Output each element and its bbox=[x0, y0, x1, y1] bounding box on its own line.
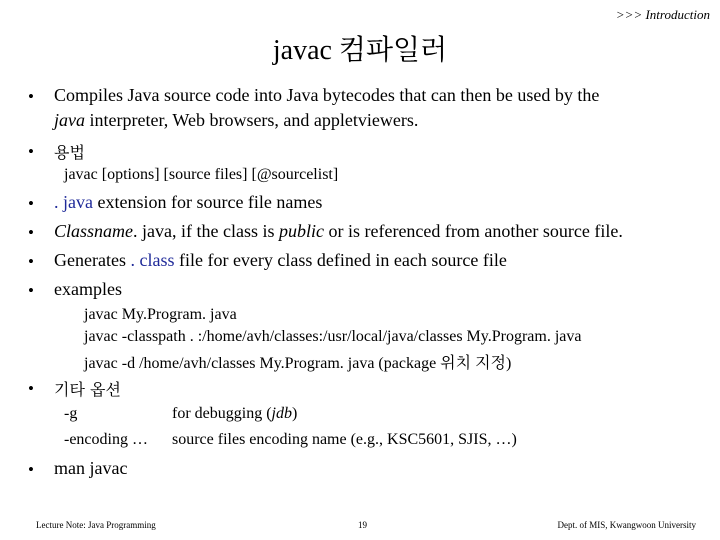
compile-description-rest: interpreter, Web browsers, and appletviewers. bbox=[85, 110, 419, 130]
bullet-marker: • bbox=[28, 281, 34, 300]
generates-text: Generates bbox=[54, 250, 131, 270]
generates-line bbox=[54, 250, 507, 271]
bullet-marker: • bbox=[28, 223, 34, 242]
footer-course: Lecture Note: Java Programming bbox=[36, 520, 156, 530]
jdb-term: jdb bbox=[271, 405, 292, 422]
java-extension: . java bbox=[54, 192, 93, 212]
option-description bbox=[172, 405, 297, 423]
examples-label: examples bbox=[54, 279, 122, 299]
compile-description-cont bbox=[54, 110, 418, 131]
example-line: javac -classpath . :/home/avh/classes:/usr/local/java/classes My.Program. java bbox=[84, 328, 582, 345]
option-desc-close: ) bbox=[291, 405, 298, 422]
bullet-marker: • bbox=[28, 87, 34, 106]
usage-syntax: javac [options] [source files] [@sourcelist] bbox=[64, 166, 339, 183]
example-line: javac My.Program. java bbox=[84, 306, 237, 323]
bullet-marker: • bbox=[28, 379, 34, 398]
bullet-marker: • bbox=[28, 252, 34, 271]
page-number: 19 bbox=[358, 520, 367, 530]
compile-description: Compiles Java source code into Java bytecodes that can then be used by the bbox=[54, 85, 600, 105]
class-extension: . class bbox=[130, 250, 175, 270]
bullet-marker: • bbox=[28, 142, 34, 161]
man-javac: man javac bbox=[54, 458, 128, 478]
slide-title: javac 컴파일러 bbox=[272, 35, 448, 66]
extension-line bbox=[54, 192, 322, 213]
generates-rest: file for every class defined in each source file bbox=[174, 250, 507, 270]
option-desc-text: for debugging ( bbox=[172, 405, 272, 422]
option-flag: -g bbox=[64, 405, 78, 422]
public-term: public bbox=[278, 221, 324, 241]
option-flag: -encoding … bbox=[64, 431, 148, 448]
option-description: source files encoding name (e.g., KSC5601, SJIS, …) bbox=[172, 431, 517, 448]
usage-label: 용법 bbox=[54, 143, 85, 162]
java-term: java bbox=[54, 110, 85, 130]
classname-line bbox=[54, 221, 623, 242]
classname-text: . java, if the class is bbox=[133, 221, 279, 241]
bullet-marker: • bbox=[28, 194, 34, 213]
classname-tail: or is referenced from another source file. bbox=[323, 221, 623, 241]
example-line: javac -d /home/avh/classes My.Program. java (package 위치 지정) bbox=[84, 355, 512, 372]
section-label: >>> Introduction bbox=[615, 7, 710, 22]
extension-text: extension for source file names bbox=[92, 192, 323, 212]
other-options-label: 기타 옵션 bbox=[54, 380, 121, 399]
bullet-marker: • bbox=[28, 460, 34, 479]
classname-term: Classname bbox=[54, 221, 134, 241]
footer-department: Dept. of MIS, Kwangwoon University bbox=[557, 520, 696, 530]
